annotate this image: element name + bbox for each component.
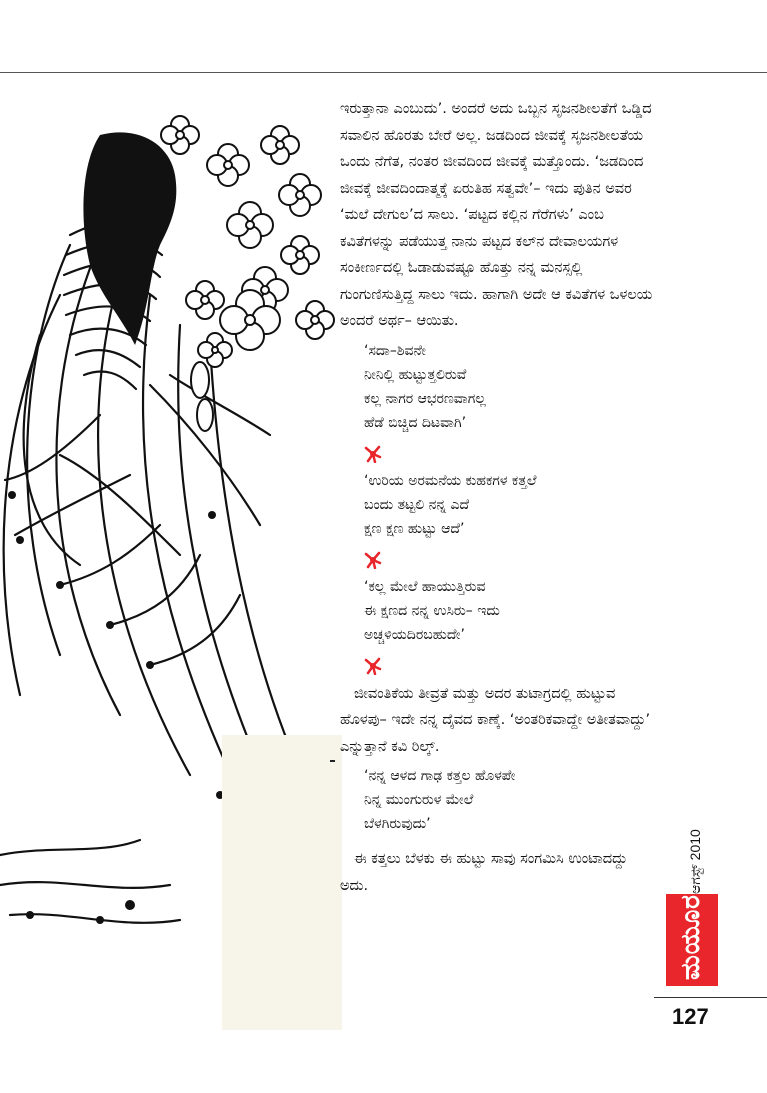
separator-ornament: [364, 657, 658, 675]
verse-line: ‘ಸದಾ–ಶಿವನೇ: [364, 342, 426, 359]
top-rule: [0, 72, 767, 73]
article-paragraph: ಇರುತ್ತಾನಾ ಎಂಬುದು’. ಅಂದರೆ ಅದು ಒಬ್ಬನ ಸೃಜನಶೀಲತೆಗೆ ಒಡ್ಡಿದ ಸವಾಲಿನ ಹೊರತು ಬೇರೆ ಅಲ್ಲ. ಜಡದಿಂದ ಜೀವಕ್ಕೆ ಸೃಜನಶೀಲತೆಯ ಒಂದು ನೆಗೆತ, ನಂತರ ಜೀವದಿಂದ ಜೀವಕ್ಕೆ ಮತ್ತೊಂದು. ‘ಜಡದಿಂದ ಜೀವಕ್ಕೆ ಜೀವದಿಂದಾತ್ಮಕ್ಕೆ ಏರುತಿಹ ಸತ್ವವೇ’– ಇದು ಪುತಿನ ಅವರ ‘ಮಲೆ ದೇಗುಲ’ದ ಸಾಲು. ‘ಪಟ್ಟದ ಕಲ್ಲಿನ ಗೆರೆಗಳು’ ಎಂಬ ಕವಿತೆಗಳನ್ನು ಪಡೆಯುತ್ತ ನಾನು ಪಟ್ಟದ ಕಲ್‌ನ ದೇವಾಲಯಗಳ ಸಂಕೀರ್ಣದಲ್ಲಿ ಓಡಾಡುವಷ್ಟೂ ಹೊತ್ತು ನನ್ನ ಮನಸ್ಸಲ್ಲಿ ಗುಂಗುಣಿಸುತ್ತಿದ್ದ ಸಾಲು ಇದು. ಹಾಗಾಗಿ ಅದೇ ಆ ಕವಿತೆಗಳ ಒಳಲಯ ಅಂದರೆ ಅರ್ಥ– ಆಯಿತು.: [340, 101, 653, 329]
brand-logo: [666, 894, 718, 986]
paper-patch: [222, 735, 342, 1030]
red-flower-ornament-icon: [364, 551, 382, 569]
article-column: [340, 96, 658, 899]
verse-line: ಬೆಳಗಿರುವುದು’: [364, 816, 431, 832]
separator-ornament: [364, 551, 658, 569]
verse-line: ನೀನಿಲ್ಲಿ ಹುಟ್ಟುತ್ತಲಿರುವೆ: [364, 366, 467, 383]
separator-ornament: [364, 445, 658, 463]
brand-name: ಮಯೂರ: [676, 894, 706, 980]
verse-line: ‘ಕಲ್ಲ ಮೇಲೆ ಹಾಯುತ್ತಿರುವ: [364, 578, 486, 595]
margin-tick: [330, 760, 335, 762]
verse-line: ಬಂದು ತಟ್ಟಲಿ ನನ್ನ ಎದೆ: [364, 496, 470, 513]
article-paragraph: ಈ ಕತ್ತಲು ಬೆಳಕು ಈ ಹುಟ್ಟು ಸಾವು ಸಂಗಮಿಸಿ ಉಂಟಾದದ್ದು ಅದು.: [340, 851, 628, 894]
verse-line: ನಿನ್ನ ಮುಂಗುರುಳ ಮೇಲೆ: [364, 792, 474, 808]
verse-block: [364, 469, 658, 541]
article-paragraph: ಜೀವಂತಿಕೆಯ ತೀವ್ರತೆ ಮತ್ತು ಅದರ ತುಟಾಗ್ರದಲ್ಲಿ ಹುಟ್ಟುವ ಹೊಳಪು– ಇದೇ ನನ್ನ ದೈವದ ಕಾಣ್ಕೆ. ‘ಅಂತರಿಕವಾದ್ದೇ ಅತೀತವಾದ್ದು’ ಎನ್ನುತ್ತಾನೆ ಕವಿ ರಿಲ್ಕ್.: [340, 685, 651, 755]
page-number: 127: [672, 1004, 709, 1029]
issue-date: ಆಗಸ್ಟ್ 2010: [687, 829, 703, 894]
verse-line: ಕಲ್ಲ ನಾಗರ ಆಭರಣವಾಗಲ್ಲ: [364, 390, 487, 407]
verse-line: ‘ಉರಿಯ ಅರಮನೆಯ ಕುಹಕಗಳ ಕತ್ತಲೆ: [364, 472, 537, 489]
verse-line: ಈ ಕ್ಷಣದ ನನ್ನ ಉಸಿರು– ಇದು: [364, 602, 500, 619]
masthead: [666, 800, 718, 986]
footer-rule: [654, 997, 767, 998]
verse-line: ಕ್ಷಣ ಕ್ಷಣ ಹುಟ್ಟು ಆದೆ’: [364, 520, 465, 537]
verse-line: ಅಚ್ಚಳಿಯದಿರಬಹುದೇ’: [364, 626, 465, 643]
verse-block: [364, 764, 658, 836]
red-flower-ornament-icon: [364, 445, 382, 463]
verse-line: ಹೆಡೆ ಬಿಚ್ಚಿದ ದಿಟವಾಗಿ’: [364, 414, 467, 431]
red-flower-ornament-icon: [364, 657, 382, 675]
verse-block: [364, 575, 658, 647]
verse-line: ‘ನನ್ನ ಆಳದ ಗಾಢ ಕತ್ತಲ ಹೊಳಪೇ: [364, 768, 516, 784]
verse-block: [364, 339, 658, 435]
